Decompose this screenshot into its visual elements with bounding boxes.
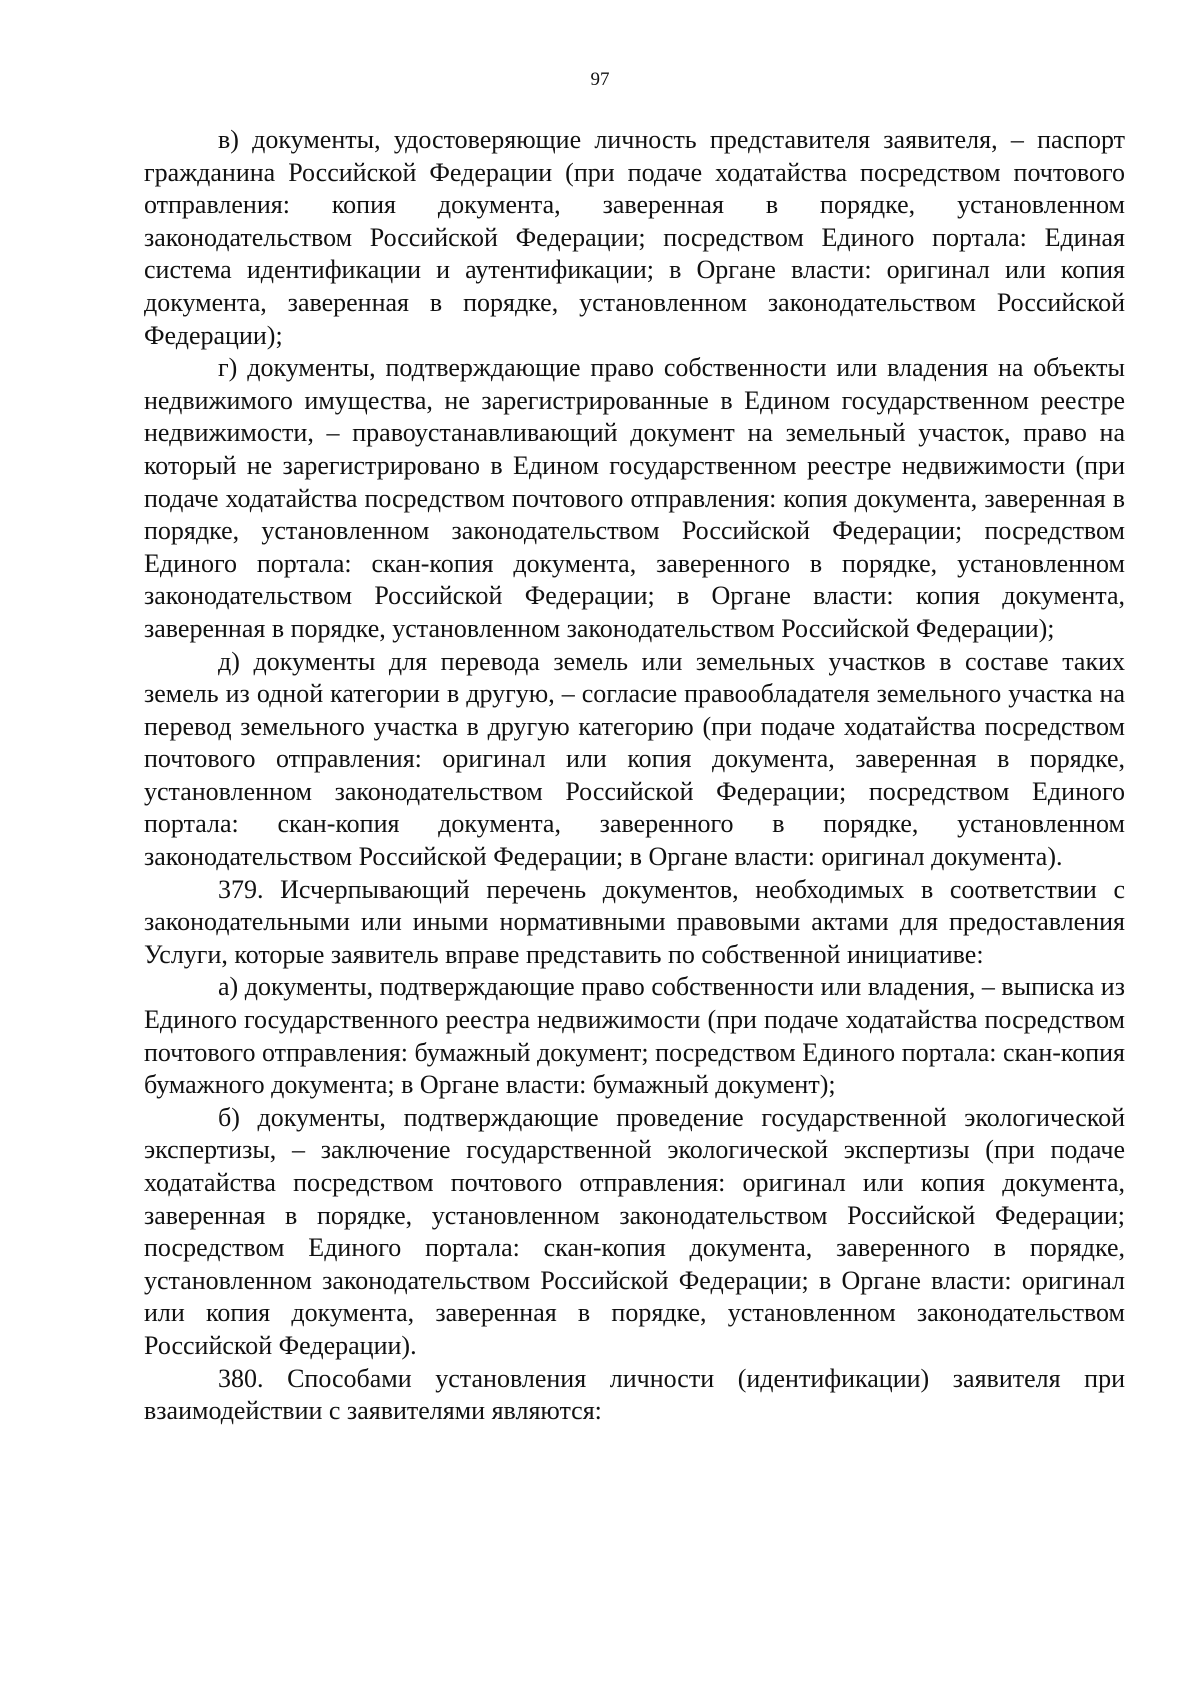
paragraph-v-representative-id: в) документы, удостоверяющие личность представителя заявителя, – паспорт гражданина Российской Федерации (при подаче ходатайства посредством почтового отправления: копия документа, заверенная в порядке, установленном законодательством Российской Федерации; посредством Единого портала: Единая система идентификации и аутентификации; в Органе власти: оригинал или копия документа, заверенная в порядке, установленном законодательством Российской Федерации); (144, 125, 1125, 350)
paragraph-a-registry-extract: а) документы, подтверждающие право собственности или владения, – выписка из Единого государственного реестра недвижимости (при подаче ходатайства посредством почтового отправления: бумажный документ; посредством Единого портала: скан-копия бумажного документа; в Органе власти: бумажный документ); (144, 972, 1125, 1100)
paragraph-380-identification-methods: 380. Способами установления личности (идентификации) заявителя при взаимодействии с заявителями являются: (144, 1363, 1125, 1426)
page-number: 97 (590, 69, 610, 90)
document-body (144, 124, 1125, 1428)
paragraph-b-ecological-expertise: б) документы, подтверждающие проведение государственной экологической экспертизы, – заключение государственной экологической экспертизы (при подаче ходатайства посредством почтового отправления: оригинал или копия документа, заверенная в порядке, установленном законодательством Российской Федерации; посредством Единого портала: скан-копия документа, заверенного в порядке, установленном законодательством Российской Федерации; в Органе власти: оригинал или копия документа, заверенная в порядке, установленном законодательством Российской Федерации). (144, 1102, 1125, 1360)
paragraph-d-land-transfer-documents: д) документы для перевода земель или земельных участков в составе таких земель из одной категории в другую, – согласие правообладателя земельного участка на перевод земельного участка в другую категорию (при подаче ходатайства посредством почтового отправления: оригинал или копия документа, заверенная в порядке, установленном законодательством Российской Федерации; посредством Единого портала: скан-копия документа, заверенного в порядке, установленном законодательством Российской Федерации; в Органе власти: оригинал документа). (144, 646, 1125, 872)
paragraph-g-ownership-documents: г) документы, подтверждающие право собственности или владения на объекты недвижимого имущества, не зарегистрированные в Едином государственном реестре недвижимости, – правоустанавливающий документ на земельный участок, право на который не зарегистрировано в Едином государственном реестре недвижимости (при подаче ходатайства посредством почтового отправления: копия документа, заверенная в порядке, установленном законодательством Российской Федерации; посредством Единого портала: скан-копия документа, заверенного в порядке, установленном законодательством Российской Федерации; в Органе власти: копия документа, заверенная в порядке, установленном законодательством Российской Федерации); (144, 353, 1125, 643)
paragraph-379-document-list: 379. Исчерпывающий перечень документов, необходимых в соответствии с законодательными или иными нормативными правовыми актами для предоставления Услуги, которые заявитель вправе представить по собственной инициативе: (144, 874, 1125, 969)
